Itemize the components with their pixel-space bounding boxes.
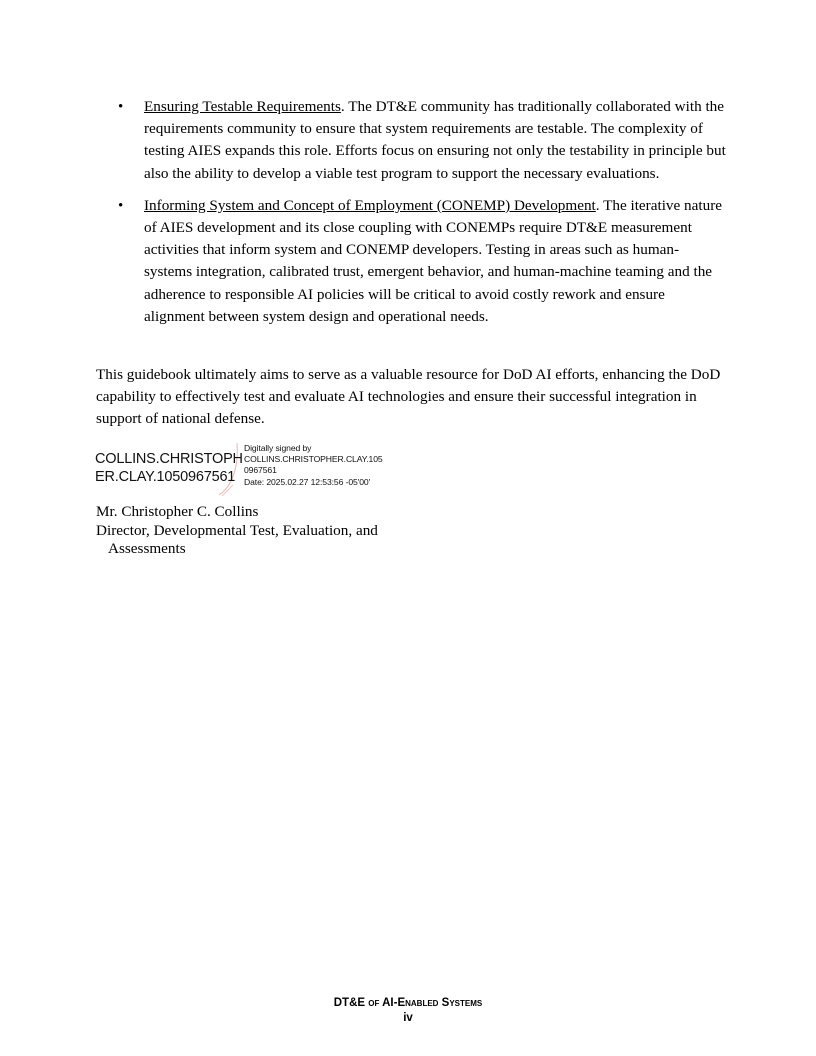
- signer-id-line: COLLINS.CHRISTOPH: [95, 451, 243, 467]
- bullet-icon: •: [118, 99, 124, 115]
- signature-date: Date: 2025.02.27 12:53:56 -05'00': [244, 476, 371, 487]
- footer-title: DT&E of AI-Enabled Systems: [333, 997, 483, 1009]
- bullet-icon: •: [118, 197, 124, 214]
- signer-title: Director, Developmental Test, Evaluation, and: [96, 521, 378, 539]
- signer-id: [95, 450, 243, 486]
- bullet-text: . The iterative nature of AIES development and its close coupling with CONEMPs require DT&E measurement activities that inform system and CONEMP developers. Testing in areas such as human-systems integration, calibrated trust, emergent behavior, and human-machine teaming and the adherence to responsible AI policies will be critical to avoid costly rework and ensure alignment between system design and operational needs.: [144, 196, 722, 325]
- signer-block: [96, 503, 378, 559]
- signer-name: Mr. Christopher C. Collins: [96, 503, 259, 520]
- signature-details: [244, 443, 383, 488]
- closing-paragraph: This guidebook ultimately aims to serve as a valuable resource for DoD AI efforts, enhancing the DoD capability to effectively test and evaluate AI technologies and ensure their successful integration in support of national defense.: [96, 366, 721, 428]
- signer-id-line: ER.CLAY.1050967561: [95, 469, 236, 485]
- signature-detail-line: 0967561: [244, 465, 277, 476]
- bullet-text: . The DT&E community has traditionally collaborated with the requirements community to ensure that system requirements are testable. The complexity of testing AIES expands this role. Efforts focus on ensuring not only the testability in principle but also the ability to develop a viable test program to support the necessary evaluations.: [144, 98, 726, 182]
- page-footer: [0, 996, 816, 1026]
- page-number: iv: [403, 1012, 413, 1024]
- signer-title-continued: Assessments: [108, 540, 186, 557]
- list-item: [96, 96, 726, 185]
- bullet-heading: Ensuring Testable Requirements: [144, 98, 341, 115]
- digital-signature: [95, 441, 415, 497]
- signature-detail-line: COLLINS.CHRISTOPHER.CLAY.105: [244, 454, 383, 465]
- signature-detail-line: Digitally signed by: [244, 443, 312, 453]
- bullet-list: [96, 96, 726, 338]
- bullet-heading: Informing System and Concept of Employment (CONEMP) Development: [144, 196, 596, 214]
- list-item: [96, 195, 726, 328]
